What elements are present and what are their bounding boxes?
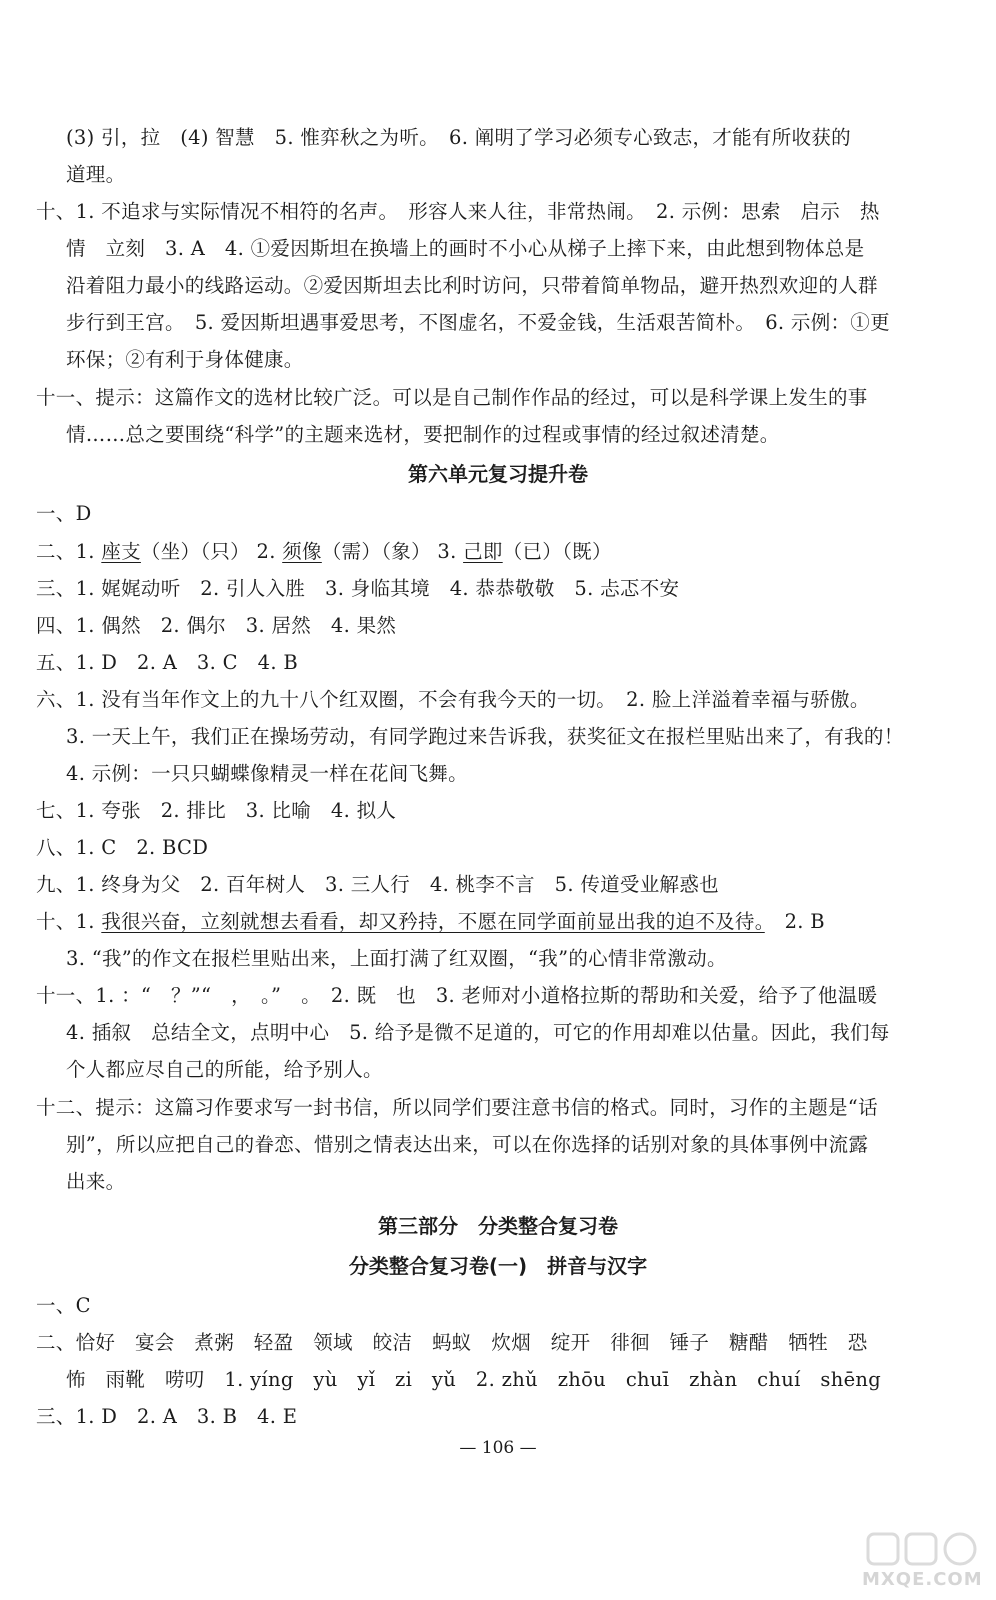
answer-line: 五、1. D 2. A 3. C 4. B [36, 651, 298, 674]
answer-line: 三、1. 娓娓动听 2. 引人入胜 3. 身临其境 4. 恭恭敬敬 5. 忐忑不安 [36, 577, 680, 600]
answer-number: 3. [437, 540, 457, 563]
answer-line: 一、C [36, 1294, 91, 1317]
correction: （已）（既） [502, 540, 612, 563]
wrong-chars: 座支 [101, 540, 141, 563]
answer-line: 步行到王宫。 5. 爱因斯坦遇事爱思考，不图虚名，不爱金钱，生活艰苦简朴。 6. 示例：①更 [66, 311, 890, 334]
answer-number: 2. [256, 540, 276, 563]
answer-line: 十一、提示：这篇作文的选材比较广泛。可以是自己制作作品的经过，可以是科学课上发生的事 [36, 386, 868, 409]
watermark-logo [862, 1530, 982, 1590]
underlined-sentence: 我很兴奋，立刻就想去看看，却又矜持，不愿在同学面前显出我的迫不及待。 [101, 910, 765, 933]
answer-line: 一、D [36, 502, 92, 525]
answer-line: 4. 插叙 总结全文，点明中心 5. 给予是微不足道的，可它的作用却难以估量。因此，我们每 [66, 1021, 890, 1044]
answer-line: (3) 引，拉 (4) 智慧 5. 惟弈秋之为听。 6. 阐明了学习必须专心致志，才能有所收获的 [66, 126, 851, 149]
answer-line: 二、恰好 宴会 煮粥 轻盈 领域 皎洁 蚂蚁 炊烟 绽开 徘徊 锤子 糖醋 牺牲 恐 [36, 1331, 868, 1354]
wrong-chars: 己即 [463, 540, 503, 563]
answer-line: 怖 雨靴 唠叨 1. yíng yù yǐ zi yǔ 2. zhǔ zhōu chuī zhàn chuí shēng [66, 1368, 882, 1391]
answer-line: 情……总之要围绕“科学”的主题来选材，要把制作的过程或事情的经过叙述清楚。 [66, 423, 780, 446]
watermark-text: MXQE.COM [862, 1569, 983, 1590]
watermark-icon [862, 1530, 982, 1570]
answer-line-q2 [36, 538, 612, 566]
sub-title: 分类整合复习卷(一) 拼音与汉字 [348, 1254, 648, 1278]
answer-line: 八、1. C 2. BCD [36, 836, 209, 859]
answer-line: 3. 一天上午，我们正在操场劳动，有同学跑过来告诉我，获奖征文在报栏里贴出来了，有我的！ [66, 725, 904, 748]
correction: （需）（象） [321, 540, 431, 563]
answer-line: 九、1. 终身为父 2. 百年树人 3. 三人行 4. 桃李不言 5. 传道受业解惑也 [36, 873, 719, 896]
answer-line: 4. 示例：一只只蝴蝶像精灵一样在花间飞舞。 [66, 762, 468, 785]
answer-line: 个人都应尽自己的所能，给予别人。 [66, 1058, 383, 1081]
answer-line: 情 立刻 3. A 4. ①爱因斯坦在换墙上的画时不小心从梯子上摔下来，由此想到物体总是 [66, 237, 865, 260]
wrong-chars: 须像 [282, 540, 322, 563]
answer-line: 四、1. 偶然 2. 偶尔 3. 居然 4. 果然 [36, 614, 397, 637]
answer-line: 十一、1. ：“ ？”“ ， 。” 。 2. 既 也 3. 老师对小道格拉斯的帮助和关爱，给予了他温暖 [36, 984, 878, 1007]
section-title: 第六单元复习提升卷 [408, 462, 588, 486]
answer-line: 出来。 [66, 1170, 126, 1193]
answer-prefix: 十、1. [36, 910, 95, 933]
answer-line: 十、1. 不追求与实际情况不相符的名声。 形容人来人往，非常热闹。 2. 示例：思索 启示 热 [36, 200, 880, 223]
answer-prefix: 二、1. [36, 540, 95, 563]
answer-line: 沿着阻力最小的线路运动。②爱因斯坦去比利时访问，只带着简单物品，避开热烈欢迎的人群 [66, 274, 878, 297]
part-title: 第三部分 分类整合复习卷 [378, 1214, 618, 1238]
answer-line: 三、1. D 2. A 3. B 4. E [36, 1405, 298, 1428]
answer-tail: 2. B [764, 910, 825, 933]
answer-line: 别”，所以应把自己的眷恋、惜别之情表达出来，可以在你选择的话别对象的具体事例中流露 [66, 1133, 869, 1156]
page-number: — 106 — [459, 1438, 537, 1458]
answer-line: 3. “我”的作文在报栏里贴出来，上面打满了红双圈，“我”的心情非常激动。 [66, 947, 727, 970]
answer-line: 六、1. 没有当年作文上的九十八个红双圈，不会有我今天的一切。 2. 脸上洋溢着幸福与骄傲。 [36, 688, 870, 711]
answer-line: 七、1. 夸张 2. 排比 3. 比喻 4. 拟人 [36, 799, 397, 822]
answer-line-q10 [36, 908, 825, 936]
answer-line: 道理。 [66, 163, 126, 186]
correction: （坐）（只） [140, 540, 250, 563]
answer-line: 十二、提示：这篇习作要求写一封书信，所以同学们要注意书信的格式。同时，习作的主题是“话 [36, 1096, 878, 1119]
answer-line: 环保；②有利于身体健康。 [66, 348, 304, 371]
